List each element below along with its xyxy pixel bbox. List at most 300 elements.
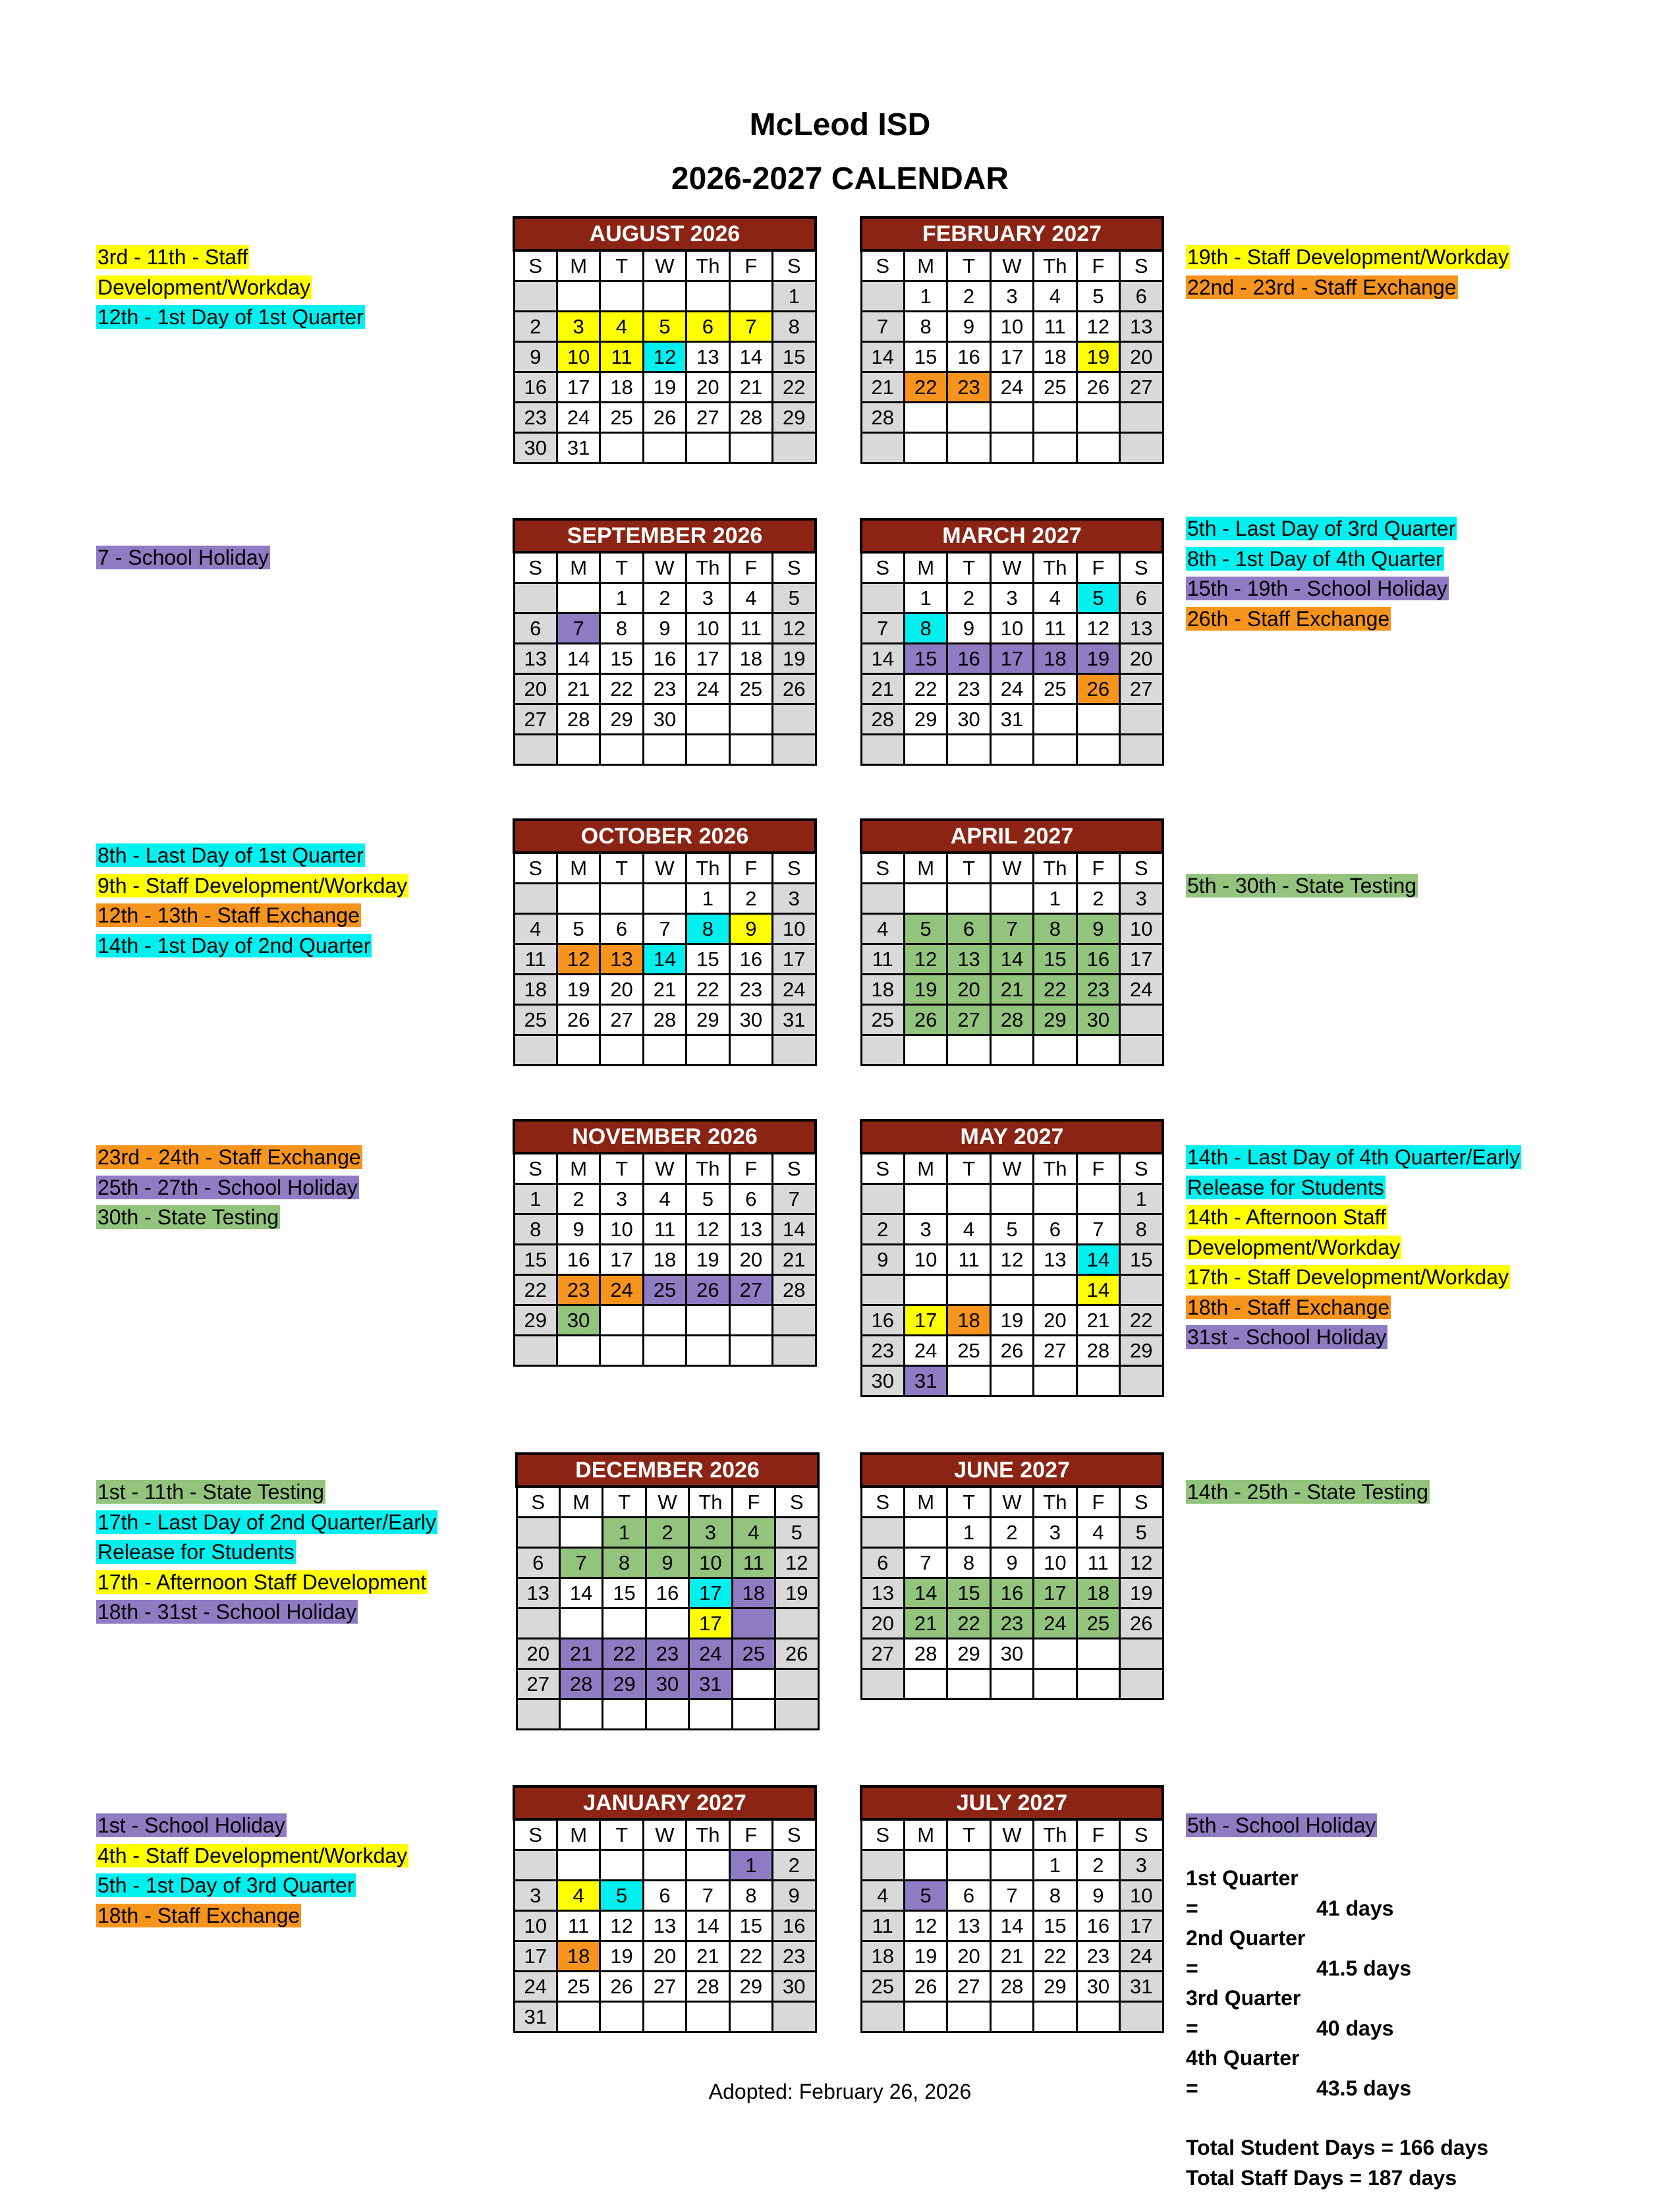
day-cell: 13 xyxy=(643,1911,686,1941)
weekday-header: T xyxy=(947,853,990,884)
weekday-header: W xyxy=(646,1487,688,1518)
day-cell xyxy=(643,1336,686,1366)
day-cell xyxy=(947,1850,990,1881)
calendar-title: 2026-2027 CALENDAR xyxy=(0,161,1680,197)
day-cell: 27 xyxy=(729,1275,772,1305)
day-cell: 8 xyxy=(773,312,816,342)
weekday-header: M xyxy=(904,1487,947,1518)
note-line xyxy=(1186,1811,1377,1841)
day-cell: 4 xyxy=(729,583,772,613)
day-cell: 14 xyxy=(904,1578,947,1609)
day-cell xyxy=(557,281,600,312)
day-cell xyxy=(861,281,904,312)
day-cell: 21 xyxy=(557,674,600,704)
day-cell: 8 xyxy=(514,1214,557,1245)
day-cell: 20 xyxy=(514,674,557,704)
day-cell: 12 xyxy=(990,1245,1033,1275)
note-line xyxy=(1186,1203,1521,1233)
day-cell xyxy=(600,1305,643,1336)
day-cell: 10 xyxy=(514,1911,557,1941)
note-line xyxy=(96,1477,437,1508)
month-notes xyxy=(96,543,270,573)
weekday-header: S xyxy=(861,552,904,583)
day-cell: 22 xyxy=(1120,1305,1163,1336)
day-cell: 2 xyxy=(947,281,990,312)
day-cell xyxy=(990,1669,1033,1699)
day-cell: 18 xyxy=(861,975,904,1005)
weekday-header: S xyxy=(1120,1153,1163,1184)
day-cell: 23 xyxy=(729,975,772,1005)
day-cell: 5 xyxy=(775,1518,818,1548)
month-title: AUGUST 2026 xyxy=(514,217,816,250)
day-cell: 24 xyxy=(514,1972,557,2002)
month-notes xyxy=(1186,871,1418,901)
day-cell: 11 xyxy=(861,1911,904,1941)
month-calendar xyxy=(860,1785,1164,2033)
day-cell: 25 xyxy=(557,1972,600,2002)
day-cell xyxy=(1120,1639,1163,1669)
month-title: JULY 2027 xyxy=(861,1786,1163,1819)
day-cell xyxy=(1034,1366,1077,1396)
day-cell: 29 xyxy=(947,1639,990,1669)
weekday-header: T xyxy=(603,1487,646,1518)
day-cell: 23 xyxy=(643,674,686,704)
month-title: JUNE 2027 xyxy=(861,1454,1163,1487)
day-cell xyxy=(603,1609,646,1639)
day-cell xyxy=(947,2002,990,2032)
day-cell: 18 xyxy=(557,1941,600,1972)
day-cell xyxy=(514,281,557,312)
month-title: SEPTEMBER 2026 xyxy=(514,519,816,552)
day-cell xyxy=(947,1366,990,1396)
note-text: 22nd - 23rd - Staff Exchange xyxy=(1186,275,1458,299)
day-cell: 13 xyxy=(1034,1245,1077,1275)
day-cell xyxy=(729,1305,772,1336)
weekday-header: W xyxy=(990,1487,1033,1518)
day-cell: 5 xyxy=(1077,281,1119,312)
day-cell: 7 xyxy=(686,1881,729,1911)
day-cell: 2 xyxy=(773,1850,816,1881)
day-cell: 3 xyxy=(514,1881,557,1911)
month-calendar xyxy=(513,216,817,464)
note-line xyxy=(96,1568,437,1598)
day-cell: 6 xyxy=(643,1881,686,1911)
note-line xyxy=(1186,273,1510,303)
note-text: 1st - School Holiday xyxy=(96,1813,287,1837)
weekday-header: W xyxy=(643,1153,686,1184)
note-line xyxy=(1186,1263,1521,1293)
day-cell: 17 xyxy=(1120,944,1163,975)
weekday-header: T xyxy=(600,250,643,281)
day-cell: 18 xyxy=(1034,342,1077,372)
day-cell: 14 xyxy=(990,944,1033,975)
day-cell: 7 xyxy=(729,312,772,342)
day-cell: 2 xyxy=(643,583,686,613)
day-cell: 15 xyxy=(1120,1245,1163,1275)
weekday-header: M xyxy=(904,552,947,583)
day-cell: 21 xyxy=(1077,1305,1119,1336)
weekday-header: S xyxy=(517,1487,559,1518)
day-cell xyxy=(557,1336,600,1366)
day-cell xyxy=(643,433,686,463)
day-cell: 27 xyxy=(947,1972,990,2002)
day-cell: 16 xyxy=(990,1578,1033,1609)
day-cell: 17 xyxy=(686,644,729,674)
day-cell: 10 xyxy=(600,1214,643,1245)
day-cell: 4 xyxy=(732,1518,775,1548)
day-cell: 6 xyxy=(947,914,990,944)
day-cell xyxy=(514,1336,557,1366)
note-text: 15th - 19th - School Holiday xyxy=(1186,577,1449,600)
day-cell: 15 xyxy=(904,644,947,674)
day-cell: 5 xyxy=(643,312,686,342)
day-cell: 27 xyxy=(1034,1336,1077,1366)
day-cell xyxy=(990,1035,1033,1066)
day-cell xyxy=(1120,2002,1163,2032)
day-cell xyxy=(1120,1005,1163,1035)
note-text: 14th - Afternoon Staff xyxy=(1186,1205,1387,1229)
day-cell xyxy=(773,433,816,463)
day-cell: 5 xyxy=(904,914,947,944)
day-cell: 23 xyxy=(514,403,557,433)
day-cell: 11 xyxy=(947,1245,990,1275)
day-cell: 28 xyxy=(729,403,772,433)
day-cell xyxy=(773,735,816,765)
day-cell: 3 xyxy=(1120,884,1163,914)
day-cell: 6 xyxy=(1034,1214,1077,1245)
day-cell: 17 xyxy=(904,1305,947,1336)
weekday-header: M xyxy=(904,250,947,281)
day-cell: 23 xyxy=(1077,1941,1119,1972)
day-cell xyxy=(861,884,904,914)
day-cell: 28 xyxy=(861,704,904,735)
note-text: 5th - School Holiday xyxy=(1186,1813,1377,1837)
note-line xyxy=(96,871,408,901)
month-calendar xyxy=(860,518,1164,766)
weekday-header: S xyxy=(861,853,904,884)
day-cell xyxy=(1034,433,1077,463)
day-cell: 8 xyxy=(1120,1214,1163,1245)
day-cell: 25 xyxy=(1034,674,1077,704)
day-cell: 1 xyxy=(904,281,947,312)
weekday-header: Th xyxy=(686,250,729,281)
day-cell xyxy=(1120,704,1163,735)
day-cell xyxy=(947,735,990,765)
day-cell xyxy=(1120,403,1163,433)
day-cell: 8 xyxy=(904,613,947,644)
day-cell: 26 xyxy=(773,674,816,704)
day-cell: 22 xyxy=(773,372,816,403)
day-cell: 14 xyxy=(686,1911,729,1941)
day-cell xyxy=(559,1699,602,1730)
day-cell: 5 xyxy=(557,914,600,944)
day-cell: 1 xyxy=(904,583,947,613)
day-cell: 23 xyxy=(990,1609,1033,1639)
weekday-header: W xyxy=(643,1819,686,1850)
day-cell: 11 xyxy=(729,613,772,644)
month-calendar xyxy=(860,1452,1164,1700)
day-cell: 8 xyxy=(1034,1881,1077,1911)
day-cell: 14 xyxy=(1077,1245,1119,1275)
day-cell: 18 xyxy=(514,975,557,1005)
day-cell: 9 xyxy=(947,312,990,342)
day-cell: 23 xyxy=(557,1275,600,1305)
day-cell: 19 xyxy=(1077,342,1119,372)
day-cell xyxy=(1120,433,1163,463)
note-line xyxy=(96,1871,408,1901)
day-cell: 9 xyxy=(729,914,772,944)
day-cell: 24 xyxy=(904,1336,947,1366)
day-cell: 7 xyxy=(559,1548,602,1578)
note-line xyxy=(96,1537,437,1568)
day-cell: 8 xyxy=(729,1881,772,1911)
day-cell: 29 xyxy=(1034,1005,1077,1035)
day-cell xyxy=(559,1609,602,1639)
note-line xyxy=(96,242,365,273)
day-cell xyxy=(904,433,947,463)
day-cell: 11 xyxy=(1034,613,1077,644)
day-cell: 18 xyxy=(1034,644,1077,674)
day-cell: 6 xyxy=(600,914,643,944)
day-cell xyxy=(686,704,729,735)
day-cell: 27 xyxy=(947,1005,990,1035)
day-cell: 30 xyxy=(514,433,557,463)
day-cell: 8 xyxy=(904,312,947,342)
day-cell: 27 xyxy=(643,1972,686,2002)
weekday-header: S xyxy=(773,250,816,281)
day-cell: 19 xyxy=(1077,644,1119,674)
day-cell: 5 xyxy=(904,1881,947,1911)
day-cell: 2 xyxy=(557,1184,600,1214)
day-cell: 27 xyxy=(861,1639,904,1669)
weekday-header: F xyxy=(1077,552,1119,583)
day-cell xyxy=(773,1336,816,1366)
day-cell: 5 xyxy=(990,1214,1033,1245)
day-cell xyxy=(904,2002,947,2032)
day-cell xyxy=(1077,1639,1119,1669)
day-cell: 5 xyxy=(600,1881,643,1911)
day-cell xyxy=(603,1699,646,1730)
weekday-header: Th xyxy=(686,853,729,884)
day-cell: 25 xyxy=(947,1336,990,1366)
day-cell xyxy=(1077,2002,1119,2032)
day-cell xyxy=(600,281,643,312)
day-cell: 20 xyxy=(517,1639,559,1669)
day-cell: 15 xyxy=(1034,1911,1077,1941)
weekday-header: M xyxy=(904,1153,947,1184)
day-cell xyxy=(686,1035,729,1066)
month-calendar xyxy=(513,1785,817,2033)
day-cell: 28 xyxy=(773,1275,816,1305)
weekday-header: T xyxy=(947,1153,990,1184)
note-text: 31st - School Holiday xyxy=(1186,1325,1387,1349)
day-cell xyxy=(600,1850,643,1881)
month-title: DECEMBER 2026 xyxy=(517,1454,818,1487)
day-cell: 18 xyxy=(643,1245,686,1275)
weekday-header: S xyxy=(773,853,816,884)
day-cell xyxy=(947,1035,990,1066)
day-cell xyxy=(643,1305,686,1336)
day-cell: 12 xyxy=(773,613,816,644)
day-cell: 30 xyxy=(729,1005,772,1035)
day-cell: 2 xyxy=(1077,884,1119,914)
day-cell: 16 xyxy=(1077,1911,1119,1941)
day-cell xyxy=(773,1035,816,1066)
day-cell: 4 xyxy=(557,1881,600,1911)
day-cell: 13 xyxy=(600,944,643,975)
weekday-header: T xyxy=(947,1487,990,1518)
day-cell xyxy=(1034,1639,1077,1669)
month-calendar xyxy=(515,1452,820,1730)
day-cell xyxy=(904,1850,947,1881)
day-cell: 13 xyxy=(1120,312,1163,342)
day-cell: 28 xyxy=(559,1669,602,1699)
day-cell: 1 xyxy=(603,1518,646,1548)
day-cell: 5 xyxy=(686,1184,729,1214)
day-cell: 5 xyxy=(1120,1518,1163,1548)
day-cell xyxy=(775,1699,818,1730)
day-cell: 19 xyxy=(990,1305,1033,1336)
day-cell: 22 xyxy=(600,674,643,704)
day-cell: 19 xyxy=(904,975,947,1005)
day-cell: 29 xyxy=(686,1005,729,1035)
day-cell: 25 xyxy=(514,1005,557,1035)
day-cell: 31 xyxy=(773,1005,816,1035)
month-notes xyxy=(1186,1477,1430,1508)
weekday-header: M xyxy=(557,1153,600,1184)
day-cell xyxy=(904,1275,947,1305)
day-cell: 18 xyxy=(732,1578,775,1609)
note-line xyxy=(96,1203,362,1233)
day-cell xyxy=(773,1305,816,1336)
day-cell xyxy=(947,403,990,433)
month-notes xyxy=(1186,1143,1521,1353)
day-cell: 26 xyxy=(904,1005,947,1035)
note-text: 17th - Staff Development/Workday xyxy=(1186,1265,1510,1289)
day-cell: 24 xyxy=(990,372,1033,403)
day-cell: 1 xyxy=(686,884,729,914)
day-cell xyxy=(732,1699,775,1730)
day-cell: 21 xyxy=(904,1609,947,1639)
note-line xyxy=(1186,544,1457,575)
note-text: 17th - Afternoon Staff Development xyxy=(96,1570,428,1594)
day-cell: 6 xyxy=(514,613,557,644)
day-cell: 21 xyxy=(559,1639,602,1669)
day-cell: 30 xyxy=(557,1305,600,1336)
adopted-date: Adopted: February 26, 2026 xyxy=(0,2080,1680,2104)
day-cell: 15 xyxy=(686,944,729,975)
day-cell: 26 xyxy=(600,1972,643,2002)
day-cell: 26 xyxy=(775,1639,818,1669)
day-cell: 23 xyxy=(1077,975,1119,1005)
day-cell: 14 xyxy=(1077,1275,1119,1305)
day-cell: 12 xyxy=(557,944,600,975)
day-cell: 30 xyxy=(1077,1005,1119,1035)
day-cell: 29 xyxy=(1120,1336,1163,1366)
day-cell: 30 xyxy=(773,1972,816,2002)
note-text: 25th - 27th - School Holiday xyxy=(96,1176,359,1199)
day-cell xyxy=(861,735,904,765)
weekday-header: W xyxy=(643,552,686,583)
day-cell: 26 xyxy=(1077,372,1119,403)
day-cell: 4 xyxy=(861,914,904,944)
day-cell xyxy=(1034,2002,1077,2032)
weekday-header: Th xyxy=(1034,250,1077,281)
day-cell: 12 xyxy=(904,1911,947,1941)
weekday-header: F xyxy=(1077,250,1119,281)
day-cell xyxy=(646,1699,688,1730)
day-cell: 3 xyxy=(990,583,1033,613)
note-line xyxy=(1186,1477,1430,1508)
weekday-header: W xyxy=(990,250,1033,281)
note-line xyxy=(96,1508,437,1538)
day-cell: 20 xyxy=(729,1245,772,1275)
day-cell: 22 xyxy=(1034,975,1077,1005)
day-cell: 18 xyxy=(1077,1578,1119,1609)
day-cell: 18 xyxy=(729,644,772,674)
day-cell xyxy=(990,403,1033,433)
day-cell: 6 xyxy=(1120,281,1163,312)
note-text: 18th - Staff Exchange xyxy=(1186,1296,1391,1319)
note-text: 14th - Last Day of 4th Quarter/Early xyxy=(1186,1145,1521,1169)
weekday-header: M xyxy=(559,1487,602,1518)
day-cell: 10 xyxy=(689,1548,732,1578)
day-cell: 3 xyxy=(773,884,816,914)
day-cell xyxy=(775,1669,818,1699)
day-cell xyxy=(686,1850,729,1881)
day-cell xyxy=(729,1035,772,1066)
day-cell: 21 xyxy=(861,372,904,403)
day-cell: 2 xyxy=(947,583,990,613)
day-cell xyxy=(729,433,772,463)
day-cell: 1 xyxy=(514,1184,557,1214)
day-cell xyxy=(646,1609,688,1639)
note-text: 12th - 1st Day of 1st Quarter xyxy=(96,305,365,329)
day-cell: 13 xyxy=(729,1214,772,1245)
note-text: 9th - Staff Development/Workday xyxy=(96,874,408,897)
weekday-header: W xyxy=(990,853,1033,884)
day-cell: 20 xyxy=(600,975,643,1005)
day-cell xyxy=(732,1669,775,1699)
day-cell: 1 xyxy=(1034,1850,1077,1881)
day-cell: 31 xyxy=(557,433,600,463)
weekday-header: S xyxy=(861,1819,904,1850)
note-text: 12th - 13th - Staff Exchange xyxy=(96,903,361,927)
day-cell xyxy=(1077,1184,1119,1214)
day-cell: 31 xyxy=(1120,1972,1163,2002)
day-cell: 21 xyxy=(861,674,904,704)
day-cell: 25 xyxy=(643,1275,686,1305)
day-cell xyxy=(947,1669,990,1699)
note-line xyxy=(96,841,408,871)
day-cell: 17 xyxy=(514,1941,557,1972)
day-cell xyxy=(557,2002,600,2032)
day-cell: 22 xyxy=(1034,1941,1077,1972)
day-cell: 16 xyxy=(729,944,772,975)
day-cell xyxy=(689,1699,732,1730)
day-cell xyxy=(904,403,947,433)
weekday-header: W xyxy=(990,1153,1033,1184)
weekday-header: M xyxy=(557,552,600,583)
weekday-header: Th xyxy=(1034,1153,1077,1184)
day-cell: 22 xyxy=(947,1609,990,1639)
day-cell: 16 xyxy=(773,1911,816,1941)
day-cell: 7 xyxy=(990,914,1033,944)
day-cell: 15 xyxy=(729,1911,772,1941)
month-title: NOVEMBER 2026 xyxy=(514,1120,816,1153)
day-cell: 30 xyxy=(861,1366,904,1396)
weekday-header: S xyxy=(1120,1487,1163,1518)
